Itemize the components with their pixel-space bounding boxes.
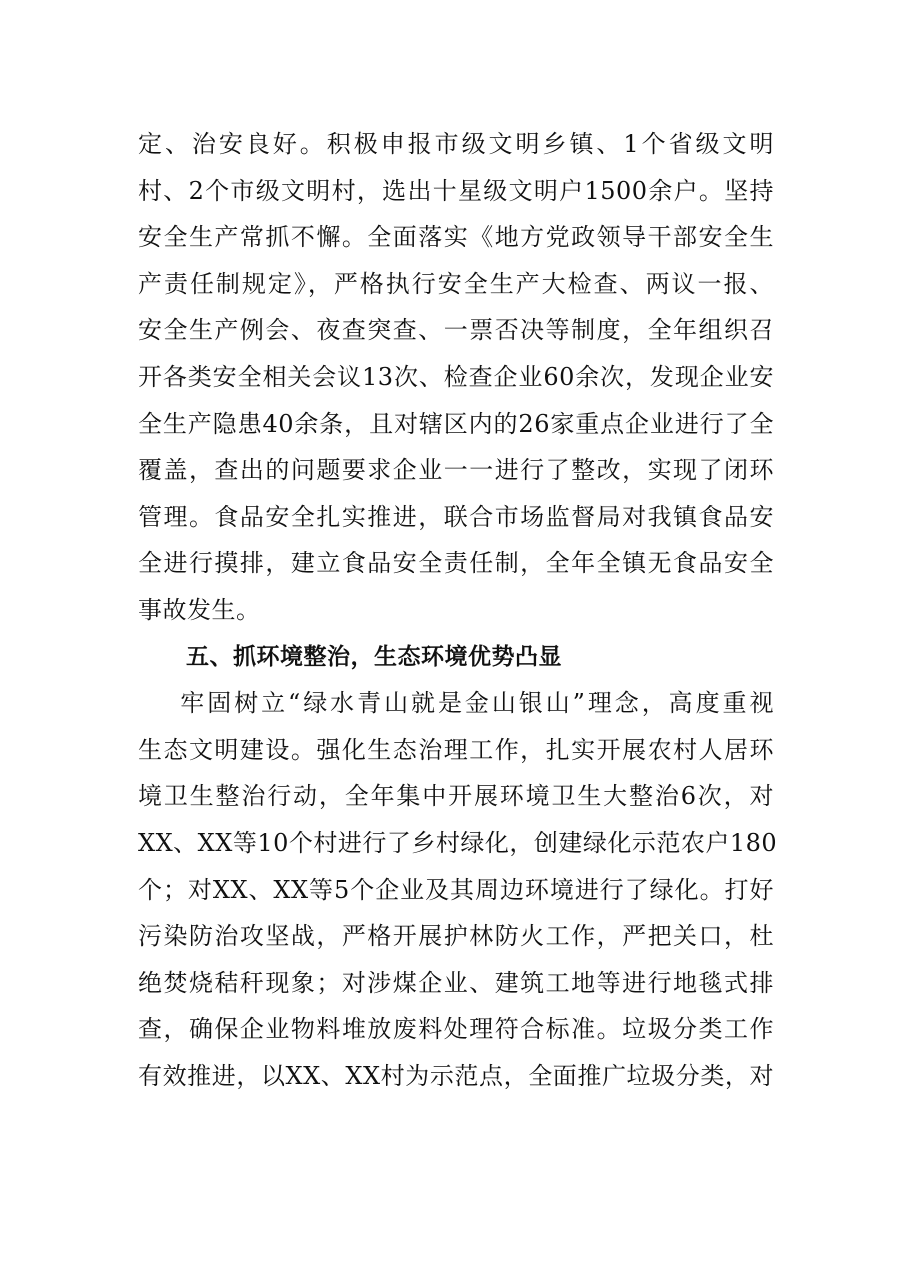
text-line: 安全生产常抓不懈。全面落实《地方党政领导干部安全生: [138, 223, 774, 252]
text-line: 绝焚烧秸秆现象；对涉煤企业、建筑工地等进行地毯式排: [138, 968, 774, 997]
text-line: 事故发生。: [138, 595, 261, 624]
text-line: 境卫生整治行动，全年集中开展环境卫生大整治6次，对: [138, 782, 774, 811]
text-line: 安全生产例会、夜查突查、一票否决等制度，全年组织召: [138, 316, 774, 345]
text-line: 管理。食品安全扎实推进，联合市场监督局对我镇食品安: [138, 502, 774, 531]
paragraph-public-safety: [138, 121, 774, 634]
text-line: 全进行摸排，建立食品安全责任制，全年全镇无食品安全: [138, 549, 774, 578]
text-line: 开各类安全相关会议13次、检查企业60余次，发现企业安: [138, 362, 774, 391]
section-heading: 五、抓环境整治，生态环境优势凸显: [186, 643, 562, 670]
text-line: 污染防治攻坚战，严格开展护林防火工作，严把关口，杜: [138, 922, 774, 951]
text-line: 生态文明建设。强化生态治理工作，扎实开展农村人居环: [138, 735, 774, 764]
text-line: 村、2个市级文明村，选出十星级文明户1500余户。坚持: [138, 176, 774, 205]
text-line: XX、XX等10个村进行了乡村绿化，创建绿化示范农户180: [138, 828, 778, 857]
text-line: 全生产隐患40余条，且对辖区内的26家重点企业进行了全: [138, 409, 774, 438]
text-line: 覆盖，查出的问题要求企业一一进行了整改，实现了闭环: [138, 456, 774, 485]
text-line: 有效推进，以XX、XX村为示范点，全面推广垃圾分类，对: [138, 1061, 774, 1090]
text-line: 牢固树立“绿水青山就是金山银山”理念，高度重视: [138, 689, 774, 718]
document-body: [138, 121, 778, 1099]
text-line: 个；对XX、XX等5个企业及其周边环境进行了绿化。打好: [138, 875, 774, 904]
text-line: 定、治安良好。积极申报市级文明乡镇、1个省级文明: [138, 130, 774, 158]
paragraph-environment: [138, 680, 778, 1099]
text-line: 产责任制规定》，严格执行安全生产大检查、两议一报、: [138, 269, 774, 298]
text-line: 查，确保企业物料堆放废料处理符合标准。垃圾分类工作: [138, 1015, 774, 1044]
